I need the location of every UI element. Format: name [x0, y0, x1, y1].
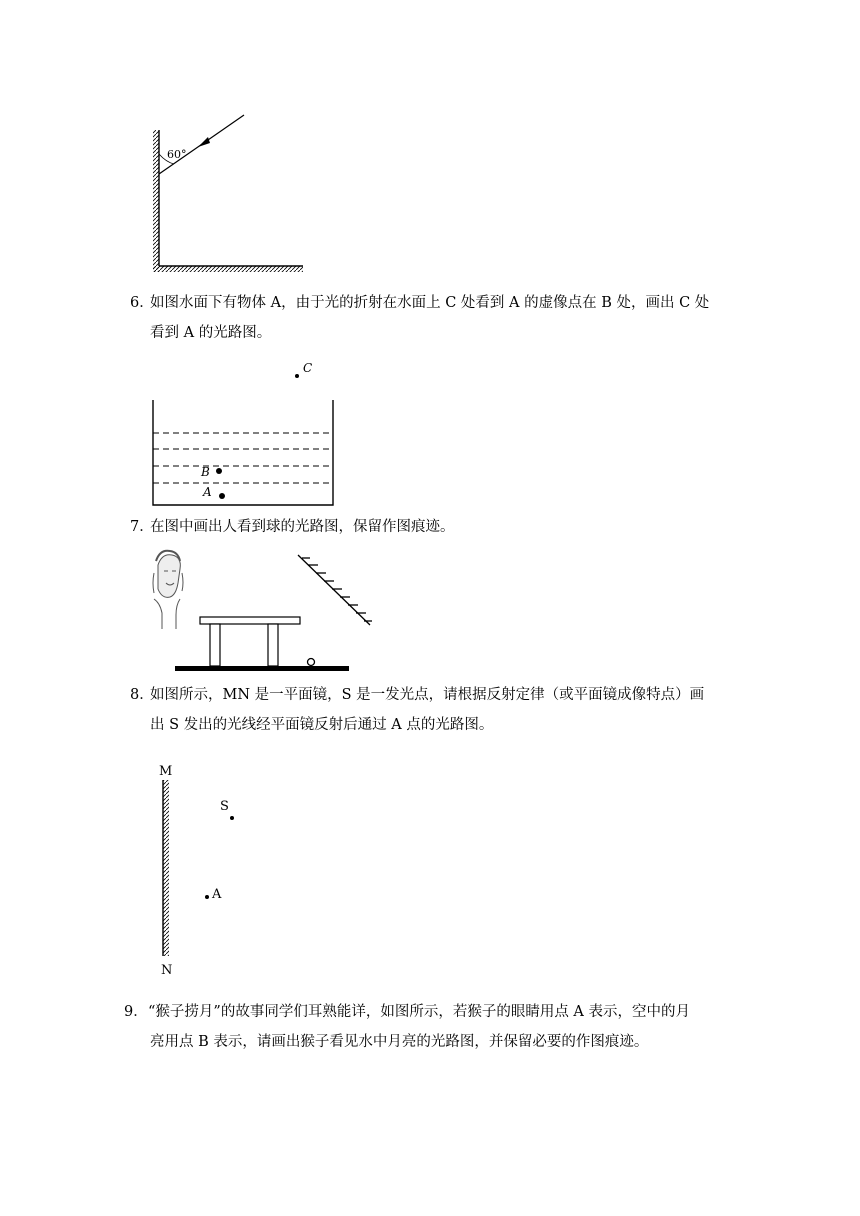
question-7: [130, 512, 740, 542]
figure-plane-mirror: [150, 758, 260, 980]
container: [153, 400, 333, 505]
figure-corner-mirror: [140, 110, 320, 280]
question-text-line1: 在图中画出人看到球的光路图，保留作图痕迹。: [150, 519, 455, 535]
question-text-line2: 看到 A 的光路图。: [150, 325, 272, 341]
question-text-line1: “猴子捞月”的故事同学们耳熟能详，如图所示，若猴子的眼睛用点 A 表示，空中的月: [148, 1004, 691, 1020]
point-s: [230, 816, 234, 820]
question-text-line1: 如图水面下有物体 A，由于光的折射在水面上 C 处看到 A 的虚像点在 B 处，画出 C 处: [150, 295, 710, 311]
point-b: [216, 468, 222, 474]
label-n: N: [161, 963, 173, 978]
question-number: 8．: [130, 687, 154, 703]
label-m: M: [159, 764, 173, 779]
horizontal-mirror-hatch: [153, 266, 303, 272]
question-text-line2: 出 S 发出的光线经平面镜反射后通过 A 点的光路图。: [150, 717, 494, 733]
point-a: [219, 493, 225, 499]
floor: [175, 666, 349, 671]
question-8: [130, 680, 740, 740]
question-text-line1: 如图所示，MN 是一平面镜，S 是一发光点，请根据反射定律（或平面镜成像特点）画: [150, 687, 705, 703]
table-leg: [210, 624, 220, 666]
question-number: 6．: [130, 295, 154, 311]
question-number: 7．: [130, 519, 154, 535]
mirror-hatch: [163, 780, 169, 956]
vertical-mirror-hatch: [153, 130, 159, 272]
label-b: B: [201, 465, 210, 479]
mirror: [298, 555, 372, 625]
point-c: [295, 374, 299, 378]
angle-label: 60°: [167, 148, 187, 161]
arrow-icon: [198, 137, 210, 147]
table-top: [200, 617, 300, 624]
ball: [308, 659, 315, 666]
question-number: 9．: [124, 1004, 148, 1020]
point-a: [205, 895, 209, 899]
figure-person-ball-mirror: [140, 543, 380, 678]
label-s: S: [220, 799, 229, 814]
table-leg: [268, 624, 278, 666]
figure-water-container: [145, 355, 345, 510]
label-a: A: [203, 485, 212, 499]
question-text-line2: 亮用点 B 表示，请画出猴子看见水中月亮的光路图，并保留必要的作图痕迹。: [150, 1034, 649, 1050]
question-6: [130, 288, 740, 348]
person-icon: [153, 551, 183, 629]
label-c: C: [303, 361, 313, 375]
label-a: A: [212, 887, 222, 902]
question-9: [124, 997, 740, 1057]
